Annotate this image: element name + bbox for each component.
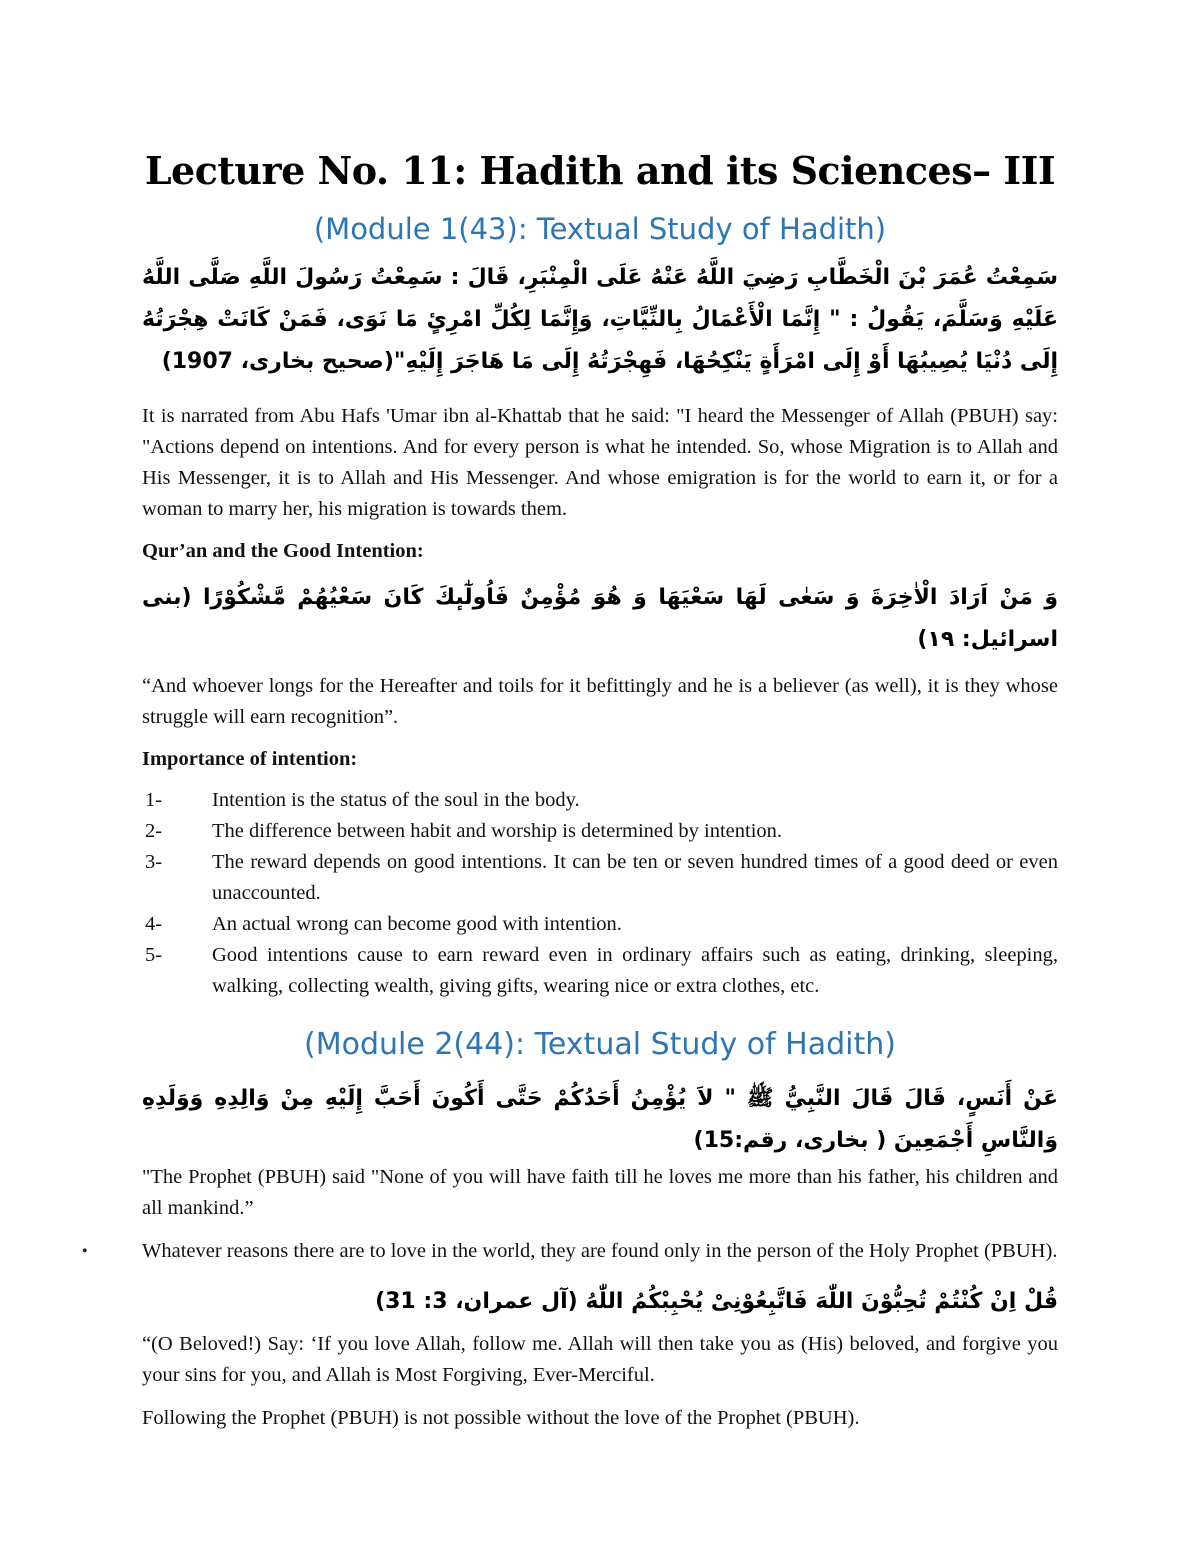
- importance-of-intention-heading: Importance of intention:: [142, 748, 358, 770]
- module-1-ayah-translation: “And whoever longs for the Hereafter and toils for it befittingly and he is a believer (as well), it is they whose struggle will earn recognition”.: [142, 675, 1058, 728]
- module-1-arabic-hadith: سَمِعْتُ عُمَرَ بْنَ الْخَطَّابِ رَضِيَ اللَّهُ عَنْهُ عَلَى الْمِنْبَرِ، قَالَ : سَمِعْتُ رَسُولَ اللَّهِ صَلَّى اللَّهُ عَلَيْهِ وَسَلَّمَ، يَقُولُ : " إِنَّمَا الْأَعْمَالُ بِالنِّيَّاتِ، وَإِنَّمَا لِكُلِّ امْرِئٍ مَا نَوَى، فَمَنْ كَانَتْ هِجْرَتُهُ إِلَى دُنْيَا يُصِيبُهَا أَوْ إِلَى امْرَأَةٍ يَنْكِحُهَا، فَهِجْرَتُهُ إِلَى مَا هَاجَرَ إِلَيْهِ"(صحیح بخاری، 1907): [142, 265, 1058, 374]
- list-item: 3- The reward depends on good intentions. It can be ten or seven hundred times of a good deed or even unaccounted.: [145, 851, 1058, 904]
- module-2-heading: (Module 2(44): Textual Study of Hadith): [304, 1027, 896, 1062]
- bullet-paragraph: [82, 1236, 1058, 1267]
- module-1-quran-ayah: وَ مَنْ اَرَادَ الْاٰخِرَةَ وَ سَعٰى لَهَا سَعْیَهَا وَ هُوَ مُؤْمِنٌ فَاُولٰٓىٕكَ كَانَ سَعْیُهُمْ مَّشْكُوْرًا (بنی اسرائیل: ۱۹): [142, 585, 1058, 652]
- bullet-text: Whatever reasons there are to love in the world, they are found only in the person of the Holy Prophet (PBUH).: [142, 1240, 1058, 1262]
- list-item: 2- The difference between habit and worship is determined by intention.: [145, 820, 783, 842]
- quran-intention-heading: Qur’an and the Good Intention:: [142, 540, 424, 562]
- module-2-quran-ayah: قُلْ اِنْ كُنْتُمْ تُحِبُّوْنَ اللّٰهَ فَاتَّبِعُوْنِیْ یُحْبِبْكُمُ اللّٰهُ (آل عمران، 3: 31): [375, 1289, 1058, 1314]
- bullet-dot-icon: •: [82, 1243, 88, 1260]
- module-2-hadith-translation: "The Prophet (PBUH) said "None of you will have faith till he loves me more than his father, his children and all mankind.”: [142, 1166, 1058, 1219]
- intention-points-list: [142, 785, 1058, 1002]
- list-item: 1- Intention is the status of the soul in the body.: [145, 789, 580, 811]
- module-2-arabic-hadith: عَنْ أَنَسٍ، قَالَ قَالَ النَّبِيُّ ﷺ " لاَ يُؤْمِنُ أَحَدُكُمْ حَتَّى أَكُونَ أَحَبَّ إِلَيْهِ مِنْ وَالِدِهِ وَوَلَدِهِ وَالنَّاسِ أَجْمَعِينَ ( بخاری، رقم:15): [142, 1086, 1058, 1153]
- module-2-ayah-translation: “(O Beloved!) Say: ‘If you love Allah, follow me. Allah will then take you as (His) beloved, and forgive you your sins for you, and Allah is Most Forgiving, Ever-Merciful.: [142, 1333, 1058, 1386]
- module-1-heading: (Module 1(43): Textual Study of Hadith): [313, 212, 887, 246]
- list-item: 5- Good intentions cause to earn reward even in ordinary affairs such as eating, drinking, sleeping, walking, collecting wealth, giving gifts, wearing nice or extra clothes, etc.: [145, 944, 1058, 997]
- module-1-hadith-translation: It is narrated from Abu Hafs 'Umar ibn al-Khattab that he said: "I heard the Messenger of Allah (PBUH) say: "Actions depend on intentions. And for every person is what he intended. So, whose Migration is to Allah and His Messenger, it is to Allah and His Messenger. And whose emigration is for the world to earn it, or for a woman to marry her, his migration is towards them.: [142, 405, 1058, 520]
- list-item: 4- An actual wrong can become good with intention.: [145, 913, 622, 935]
- closing-statement: Following the Prophet (PBUH) is not possible without the love of the Prophet (PBUH).: [142, 1407, 860, 1429]
- lecture-title: Lecture No. 11: Hadith and its Sciences– III: [144, 148, 1056, 193]
